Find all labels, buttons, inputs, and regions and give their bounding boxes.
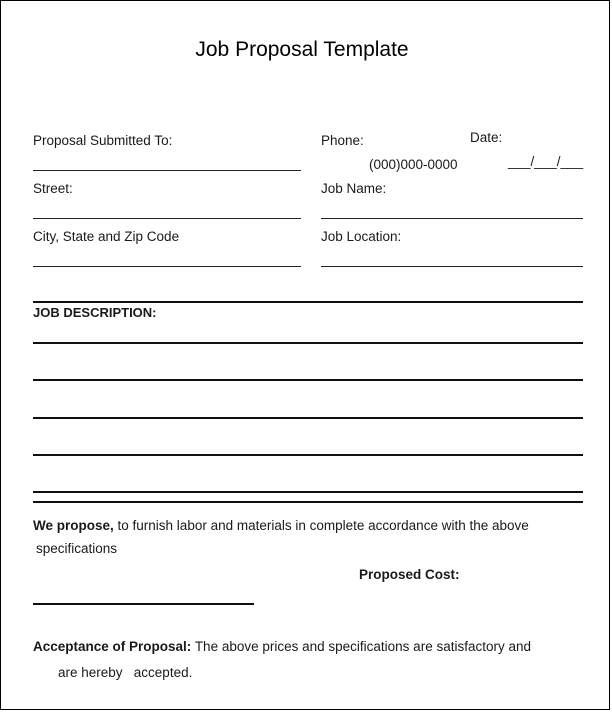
proposal-text-1: to furnish labor and materials in complete accordance with the above [117,518,529,533]
proposed-cost-label: Proposed Cost: [359,567,460,582]
phone-label: Phone: [321,133,364,148]
street-line [33,218,301,219]
acceptance-text-1: The above prices and specifications are satisfactory and [194,639,531,654]
proposal-text-2: specifications [36,541,118,556]
proposal-text-line-1 [33,518,529,533]
job-description-line [33,454,583,456]
proposal-lead: We propose, [33,518,114,533]
proposed-cost-line [33,603,254,605]
document-title: Job Proposal Template [195,38,409,61]
job-description-line [33,379,583,381]
job-description-bottom-rule [33,501,583,503]
date-label: Date: [470,130,503,145]
city-label: City, State and Zip Code [33,229,180,244]
submitted-to-label: Proposal Submitted To: [33,133,173,148]
acceptance-text-line-1 [33,639,531,654]
job-description-line [33,417,583,419]
city-line [33,266,301,267]
job-description-line [33,491,583,493]
job-location-line [321,266,583,267]
job-description-top-rule [33,301,583,303]
job-location-label: Job Location: [321,229,402,244]
acceptance-text-2: are hereby accepted. [58,665,193,680]
phone-value: (000)000-0000 [369,157,458,172]
job-description-line [33,342,583,344]
date-value: ___/___/___ [508,154,584,169]
job-description-heading: JOB DESCRIPTION: [33,305,157,320]
acceptance-lead: Acceptance of Proposal: [33,639,192,654]
job-name-line [321,218,583,219]
street-label: Street: [33,181,73,196]
submitted-to-line [33,170,301,171]
job-name-label: Job Name: [321,181,387,196]
